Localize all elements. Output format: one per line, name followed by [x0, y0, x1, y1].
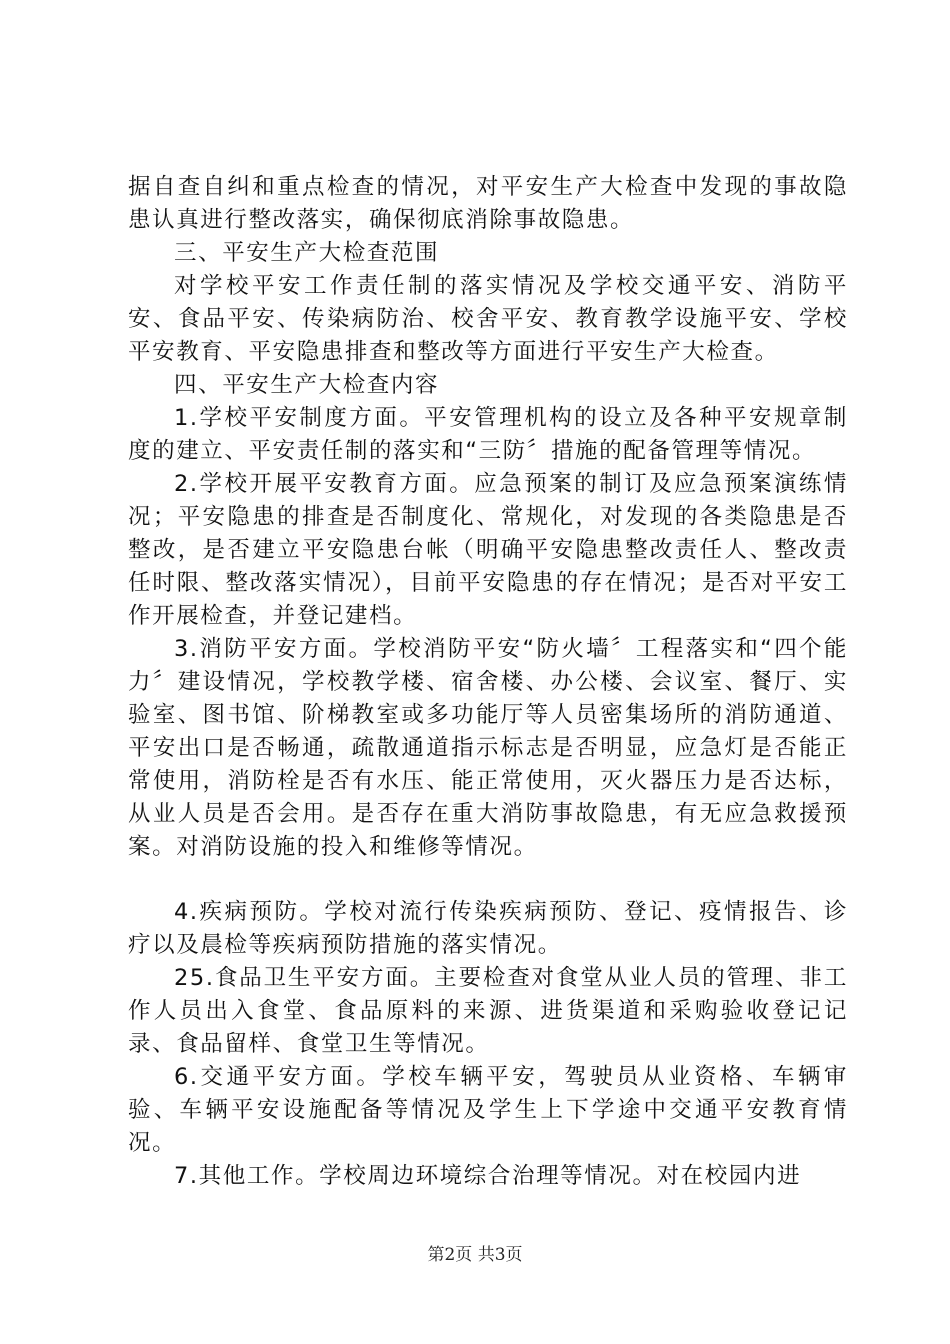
section-heading-content: 四、平安生产大检查内容	[174, 372, 440, 398]
item-5-food-hygiene: 25.食品卫生平安方面。主要检查对食堂从业人员的管理、非工作人员出入食堂、食品原料的来源、进货渠道和采购验收登记记录、食品留样、食堂卫生等情况。	[128, 965, 848, 1057]
item-7-other-work: 7.其他工作。学校周边环境综合治理等情况。对在校园内进	[174, 1163, 802, 1189]
item-3-fire-safety: 3.消防平安方面。学校消防平安“防火墙〞工程落实和“四个能力〞建设情况，学校教学楼、宿舍楼、办公楼、会议室、餐厅、实验室、图书馆、阶梯教室或多功能厅等人员密集场所的消防通道、平安出口是否畅通，疏散通道指示标志是否明显，应急灯是否能正常使用，消防栓是否有水压、能正常使用，灭火器压力是否达标，从业人员是否会用。是否存在重大消防事故隐患，有无应急救援预案。对消防设施的投入和维修等情况。	[128, 636, 848, 860]
paragraph-continuation: 据自查自纠和重点检查的情况，对平安生产大检查中发现的事故隐患认真进行整改落实，确保彻底消除事故隐患。	[128, 174, 848, 233]
item-6-traffic-safety: 6.交通平安方面。学校车辆平安，驾驶员从业资格、车辆审验、车辆平安设施配备等情况及学生上下学途中交通平安教育情况。	[128, 1064, 848, 1156]
paragraph-scope: 对学校平安工作责任制的落实情况及学校交通平安、消防平安、食品平安、传染病防治、校舍平安、教育教学设施平安、学校平安教育、平安隐患排查和整改等方面进行平安生产大检查。	[128, 273, 848, 365]
item-1-safety-system: 1.学校平安制度方面。平安管理机构的设立及各种平安规章制度的建立、平安责任制的落实和“三防〞措施的配备管理等情况。	[128, 405, 848, 464]
document-body	[128, 171, 848, 1193]
item-2-safety-education: 2.学校开展平安教育方面。应急预案的制订及应急预案演练情况；平安隐患的排查是否制度化、常规化，对发现的各类隐患是否整改，是否建立平安隐患台帐（明确平安隐患整改责任人、整改责任时限、整改落实情况），目前平安隐患的存在情况；是否对平安工作开展检查，并登记建档。	[128, 471, 848, 629]
item-4-disease-prevention: 4.疾病预防。学校对流行传染疾病预防、登记、疫情报告、诊疗以及晨检等疾病预防措施的落实情况。	[128, 899, 848, 958]
section-heading-scope: 三、平安生产大检查范围	[174, 240, 440, 266]
page-number-footer: 第2页 共3页	[427, 1245, 523, 1265]
paragraph-gap	[128, 864, 848, 896]
